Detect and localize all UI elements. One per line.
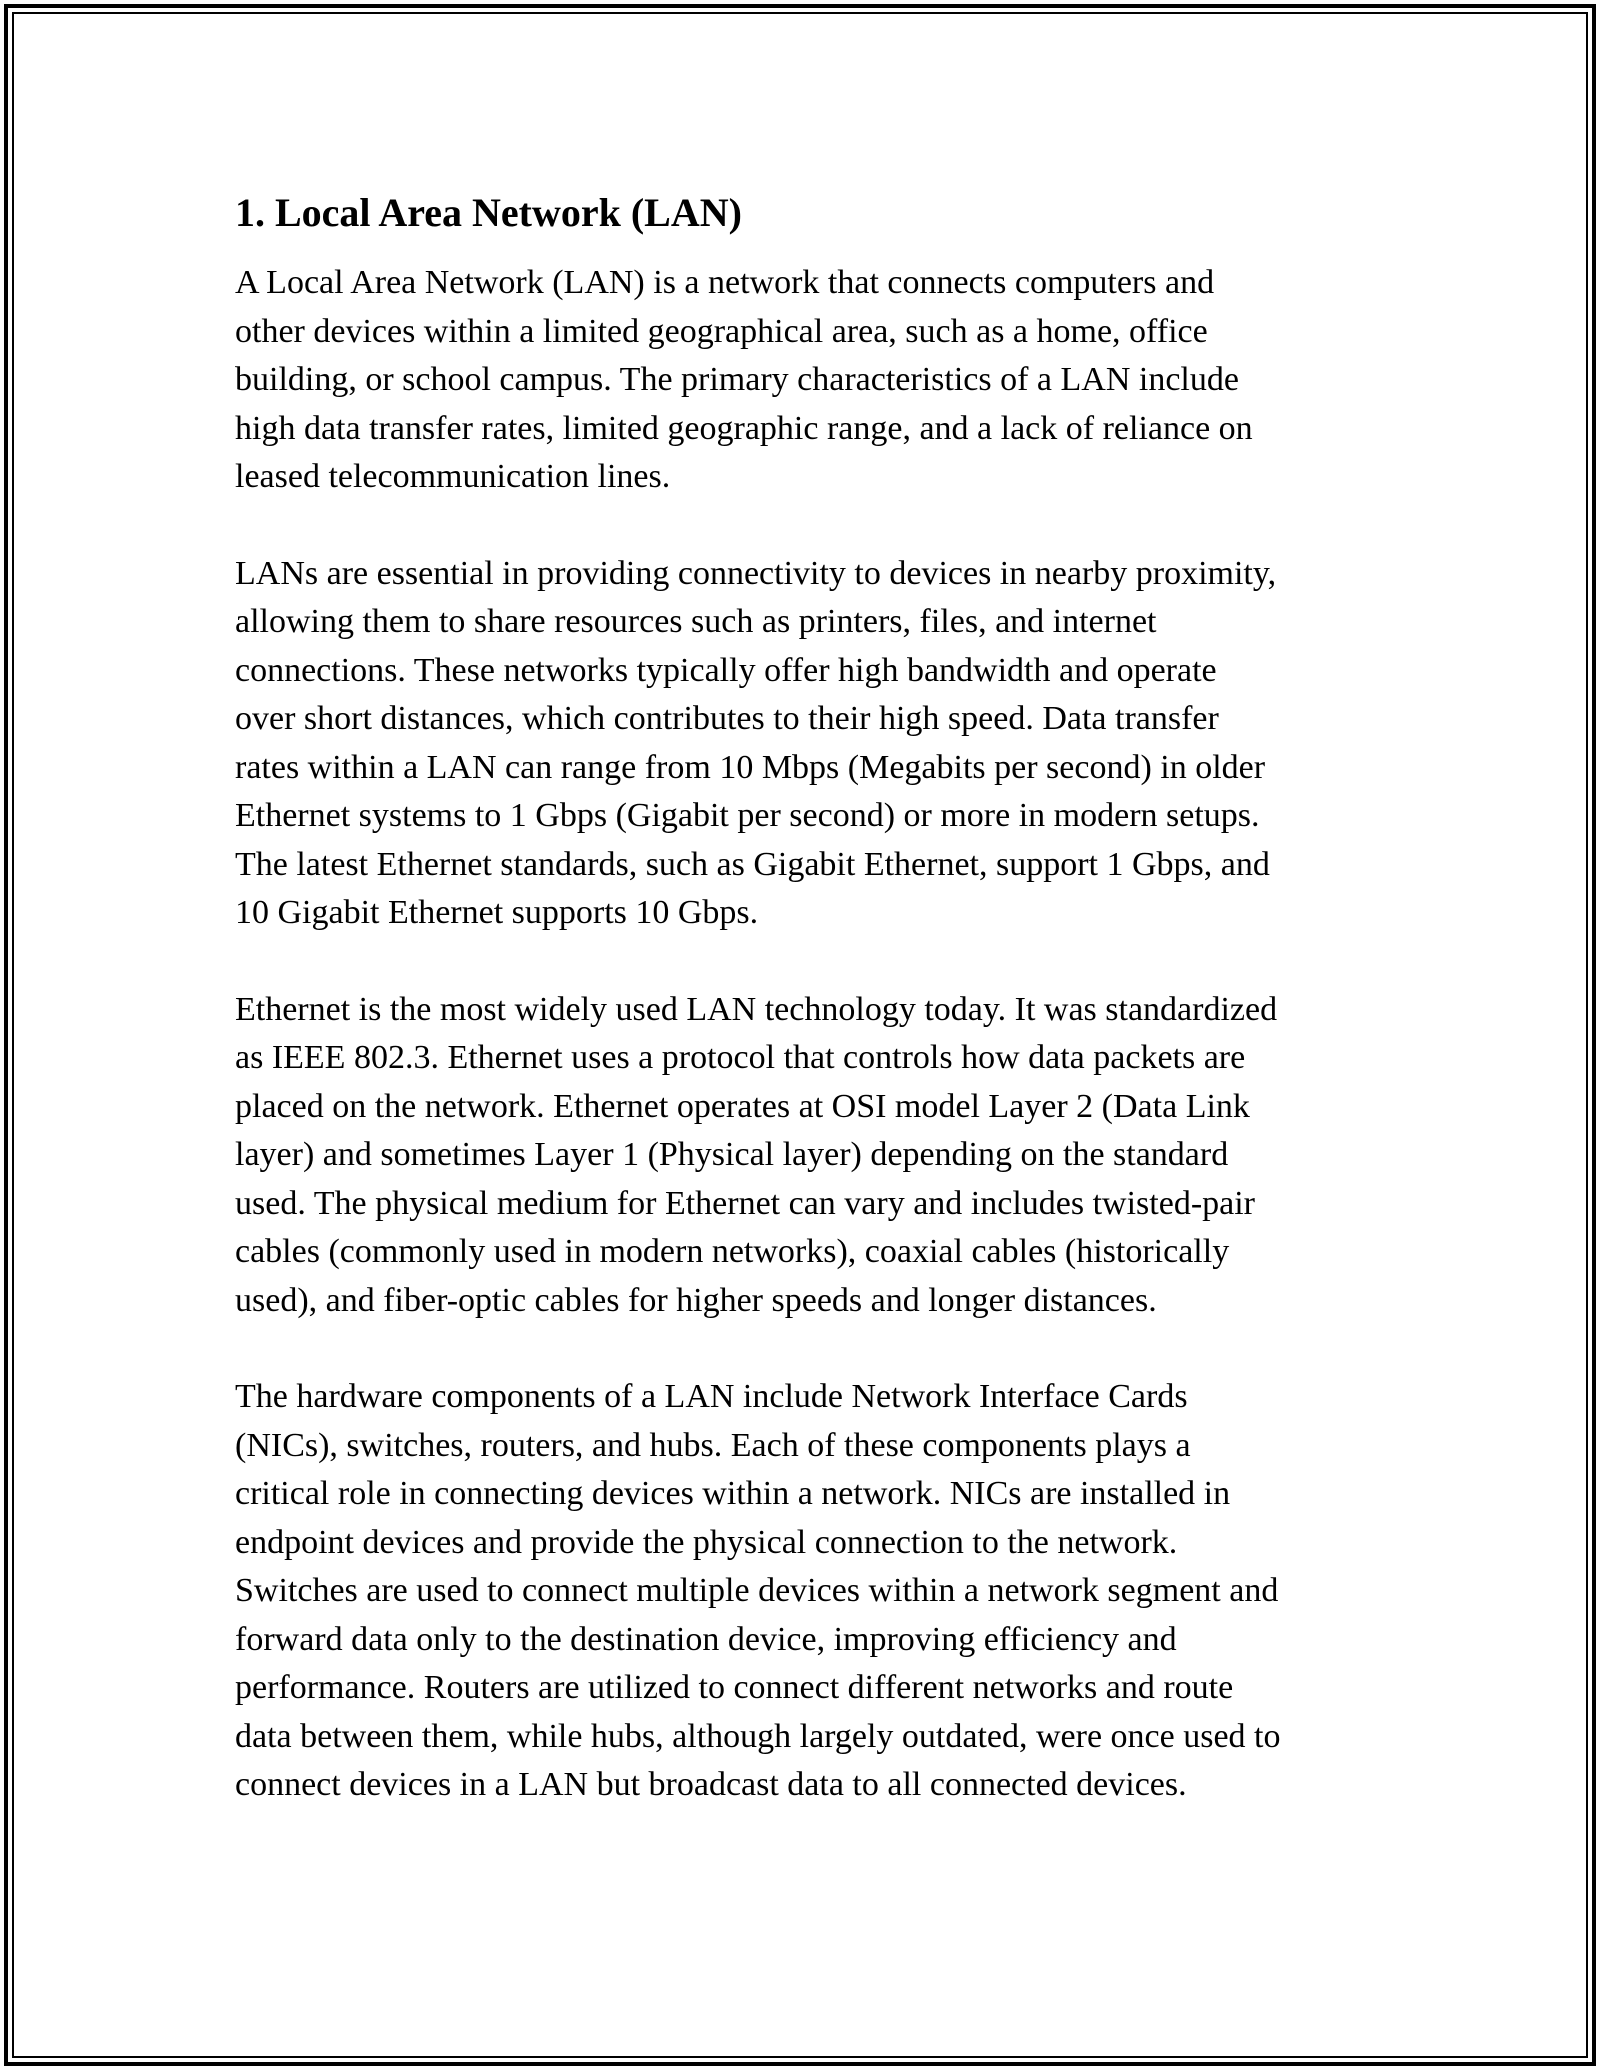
text-line: performance. Routers are utilized to connect different networks and route — [235, 1669, 1234, 1706]
text-line: LANs are essential in providing connectivity to devices in nearby proximity, — [235, 554, 1277, 592]
text-line: forward data only to the destination device, improving efficiency and — [235, 1620, 1177, 1658]
text-line: rates within a LAN can range from 10 Mbps (Megabits per second) in older — [235, 748, 1266, 786]
text-line: connect devices in a LAN but broadcast data to all connected devices. — [235, 1766, 1187, 1803]
text-line: cables (commonly used in modern networks), coaxial cables (historically — [235, 1233, 1230, 1270]
text-line: The hardware components of a LAN include Network Interface Cards — [235, 1378, 1188, 1415]
text-line: other devices within a limited geographical area, such as a home, office — [235, 312, 1208, 350]
text-line: Ethernet systems to 1 Gbps (Gigabit per second) or more in modern setups. — [235, 797, 1260, 834]
document-content — [235, 185, 1395, 1858]
text-line: (NICs), switches, routers, and hubs. Each of these components plays a — [235, 1426, 1191, 1464]
text-line: layer) and sometimes Layer 1 (Physical layer) depending on the standard — [235, 1136, 1229, 1173]
text-line: placed on the network. Ethernet operates at OSI model Layer 2 (Data Link — [235, 1087, 1250, 1125]
text-line: used. The physical medium for Ethernet can vary and includes twisted-pair — [235, 1184, 1255, 1222]
paragraph-lan-definition — [235, 259, 1395, 502]
text-line: Ethernet is the most widely used LAN technology today. It was standardized — [235, 990, 1278, 1028]
section-heading: 1. Local Area Network (LAN) — [235, 190, 742, 235]
text-line: endpoint devices and provide the physical connection to the network. — [235, 1523, 1178, 1561]
text-line: building, or school campus. The primary characteristics of a LAN include — [235, 361, 1239, 398]
text-line: critical role in connecting devices within a network. NICs are installed in — [235, 1475, 1231, 1512]
text-line: high data transfer rates, limited geographic range, and a lack of reliance on — [235, 409, 1253, 447]
text-line: data between them, while hubs, although largely outdated, were once used to — [235, 1717, 1281, 1755]
text-line: The latest Ethernet standards, such as Gigabit Ethernet, support 1 Gbps, and — [235, 845, 1270, 883]
text-line: A Local Area Network (LAN) is a network that connects computers and — [235, 264, 1215, 301]
text-line: Switches are used to connect multiple devices within a network segment and — [235, 1572, 1279, 1609]
paragraph-hardware-components — [235, 1373, 1395, 1810]
text-line: connections. These networks typically offer high bandwidth and operate — [235, 651, 1217, 689]
text-line: over short distances, which contributes to their high speed. Data transfer — [235, 700, 1219, 737]
text-line: 10 Gigabit Ethernet supports 10 Gbps. — [235, 894, 759, 931]
paragraph-lan-connectivity — [235, 550, 1395, 938]
text-line: leased telecommunication lines. — [235, 458, 671, 495]
text-line: allowing them to share resources such as printers, files, and internet — [235, 603, 1157, 640]
text-line: as IEEE 802.3. Ethernet uses a protocol that controls how data packets are — [235, 1039, 1246, 1076]
text-line: used), and fiber-optic cables for higher speeds and longer distances. — [235, 1281, 1157, 1319]
paragraph-ethernet — [235, 986, 1395, 1326]
